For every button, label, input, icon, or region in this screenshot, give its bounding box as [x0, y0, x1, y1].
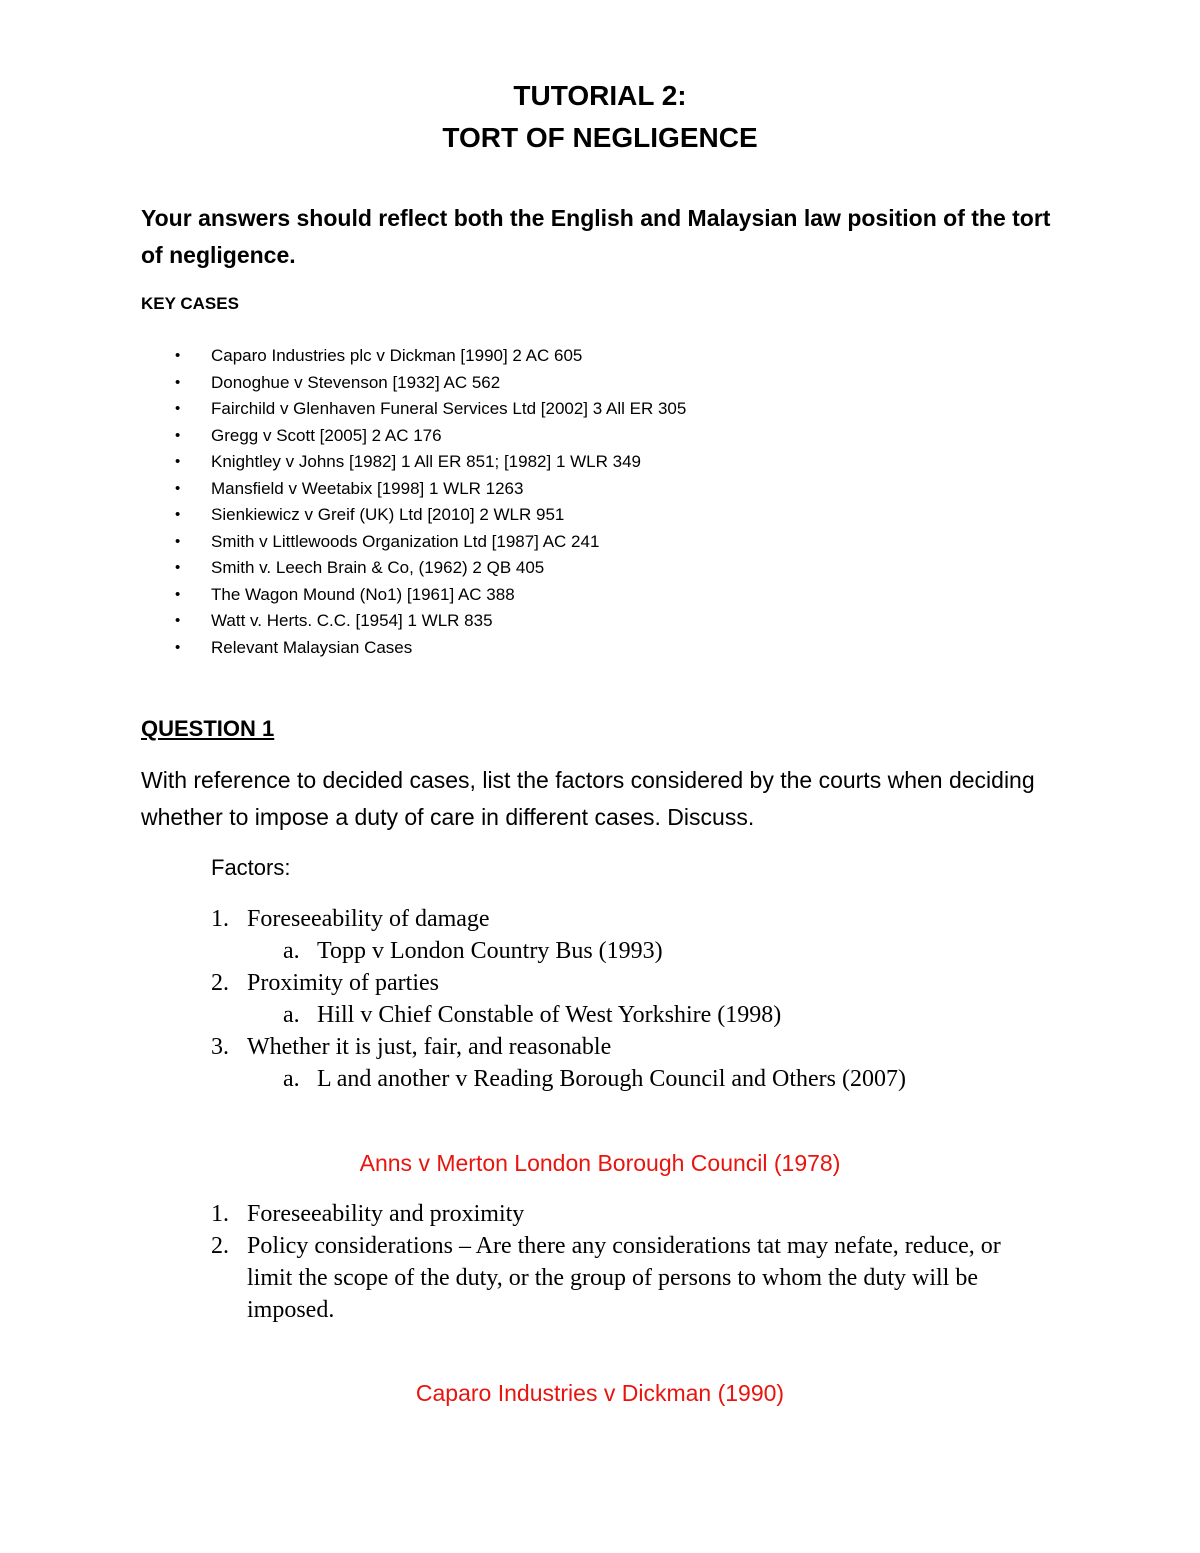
key-case-item [175, 396, 687, 423]
bullet-icon: • [175, 559, 181, 576]
factor-number: 1. [211, 906, 229, 932]
question-1-heading: QUESTION 1 [141, 716, 275, 741]
bullet-icon: • [175, 638, 181, 656]
bullet-icon: • [175, 479, 181, 497]
factor-case-letter: a. [283, 1002, 300, 1028]
key-cases-list [175, 343, 687, 661]
document-title-line-1: TUTORIAL 2: [513, 80, 687, 111]
bullet-icon: • [175, 426, 181, 444]
key-case-item [175, 529, 686, 556]
key-case-item [175, 343, 686, 370]
bullet-icon: • [175, 585, 181, 603]
key-case-text: Sienkiewicz v Greif (UK) Ltd [2010] 2 WLR 951 [211, 505, 565, 524]
anns-point-number: 2. [211, 1233, 229, 1259]
anns-case-heading: Anns v Merton London Borough Council (1978) [359, 1150, 841, 1176]
key-case-text: Knightley v Johns [1982] 1 All ER 851; [1982] 1 WLR 349 [211, 452, 641, 471]
key-cases-heading: KEY CASES [141, 294, 239, 313]
bullet-icon: • [175, 400, 181, 417]
factor-number: 2. [211, 970, 229, 996]
key-case-text: Smith v. Leech Brain & Co, (1962) 2 QB 405 [211, 558, 545, 577]
factor-text: Proximity of parties [247, 970, 439, 996]
key-case-text: The Wagon Mound (No1) [1961] AC 388 [211, 584, 515, 604]
factor-case-text: Hill v Chief Constable of West Yorkshire (1998) [317, 1002, 782, 1028]
anns-point-text: Policy considerations – Are there any considerations tat may nefate, reduce, or limit the scope of the duty, or the group of persons to whom the duty will be imposed. [247, 1233, 1001, 1323]
key-case-item [175, 502, 686, 529]
document-title-line-2: TORT OF NEGLIGENCE [442, 122, 758, 153]
intro-instruction: Your answers should reflect both the English and Malaysian law position of the tort of negligence. [141, 205, 1051, 268]
key-case-text: Mansfield v Weetabix [1998] 1 WLR 1263 [211, 478, 524, 498]
key-case-text: Relevant Malaysian Cases [211, 637, 413, 657]
key-case-item [175, 476, 686, 503]
bullet-icon: • [175, 506, 181, 523]
bullet-icon: • [175, 612, 181, 629]
key-case-item [175, 555, 686, 582]
key-case-text: Watt v. Herts. C.C. [1954] 1 WLR 835 [211, 611, 493, 630]
key-case-item [175, 635, 686, 662]
factor-text: Foreseeability of damage [247, 906, 490, 932]
bullet-icon: • [175, 373, 181, 391]
caparo-case-heading: Caparo Industries v Dickman (1990) [415, 1380, 785, 1406]
bullet-icon: • [175, 347, 181, 364]
factor-number: 3. [211, 1034, 229, 1060]
factor-case-text: Topp v London Country Bus (1993) [317, 938, 663, 964]
question-1-text: With reference to decided cases, list the factors considered by the courts when deciding whether to impose a duty of care in different cases. Discuss. [141, 767, 1035, 830]
bullet-icon: • [175, 453, 181, 470]
key-case-text: Smith v Littlewoods Organization Ltd [1987] AC 241 [211, 531, 600, 551]
factor-case-letter: a. [283, 938, 300, 964]
factor-case-letter: a. [283, 1066, 300, 1092]
key-case-text: Donoghue v Stevenson [1932] AC 562 [211, 372, 501, 392]
key-case-item [175, 370, 686, 397]
bullet-icon: • [175, 532, 181, 550]
anns-point-number: 1. [211, 1201, 229, 1227]
key-case-text: Caparo Industries plc v Dickman [1990] 2 AC 605 [211, 346, 583, 365]
factor-text: Whether it is just, fair, and reasonable [247, 1034, 612, 1060]
key-case-item [175, 608, 686, 635]
key-case-text: Gregg v Scott [2005] 2 AC 176 [211, 425, 442, 445]
key-case-text: Fairchild v Glenhaven Funeral Services Ltd [2002] 3 All ER 305 [211, 399, 687, 418]
anns-point-text: Foreseeability and proximity [247, 1201, 525, 1227]
factors-label: Factors: [211, 855, 291, 880]
key-case-item [175, 423, 686, 450]
key-case-item [175, 449, 686, 476]
key-case-item [175, 582, 686, 609]
factor-case-text: L and another v Reading Borough Council and Others (2007) [317, 1066, 906, 1092]
